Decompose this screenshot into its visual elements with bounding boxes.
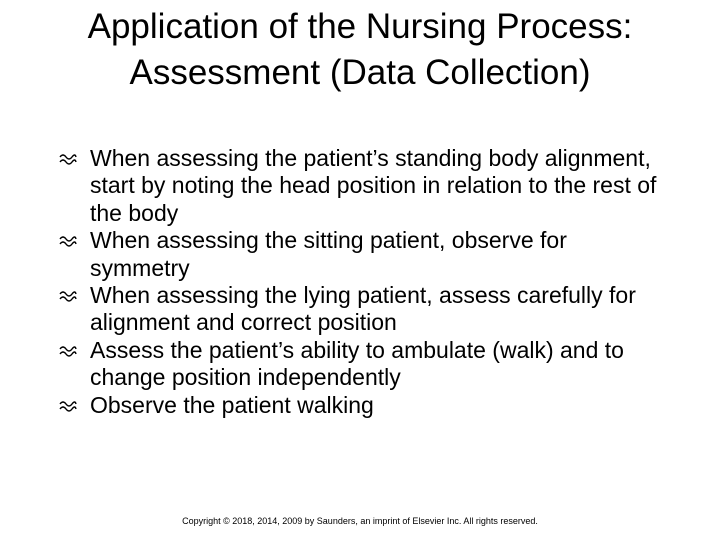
bullet-text: When assessing the sitting patient, observe for symmetry xyxy=(90,227,567,281)
bullet-item xyxy=(56,145,666,227)
copyright-notice: Copyright © 2018, 2014, 2009 by Saunders, an imprint of Elsevier Inc. All rights reserved. xyxy=(182,516,538,526)
wave-bullet-icon xyxy=(59,290,77,302)
bullet-list xyxy=(56,145,666,419)
wave-bullet-icon xyxy=(59,345,77,357)
wave-bullet-icon xyxy=(59,153,77,165)
bullet-text: Assess the patient’s ability to ambulate (walk) and to change position independently xyxy=(90,336,624,391)
bullet-text: When assessing the patient’s standing body alignment, start by noting the head position in relation to the rest of the body xyxy=(90,145,657,226)
wave-bullet-icon xyxy=(59,235,77,247)
bullet-item xyxy=(56,392,666,419)
bullet-item xyxy=(56,337,666,392)
wave-bullet-icon xyxy=(59,400,77,412)
bullet-item xyxy=(56,282,666,337)
bullet-text: Observe the patient walking xyxy=(90,391,374,418)
slide-title: Application of the Nursing Process: Assessment (Data Collection) xyxy=(87,7,633,92)
bullet-text: When assessing the lying patient, assess carefully for alignment and correct position xyxy=(90,282,636,336)
bullet-item xyxy=(56,227,666,282)
